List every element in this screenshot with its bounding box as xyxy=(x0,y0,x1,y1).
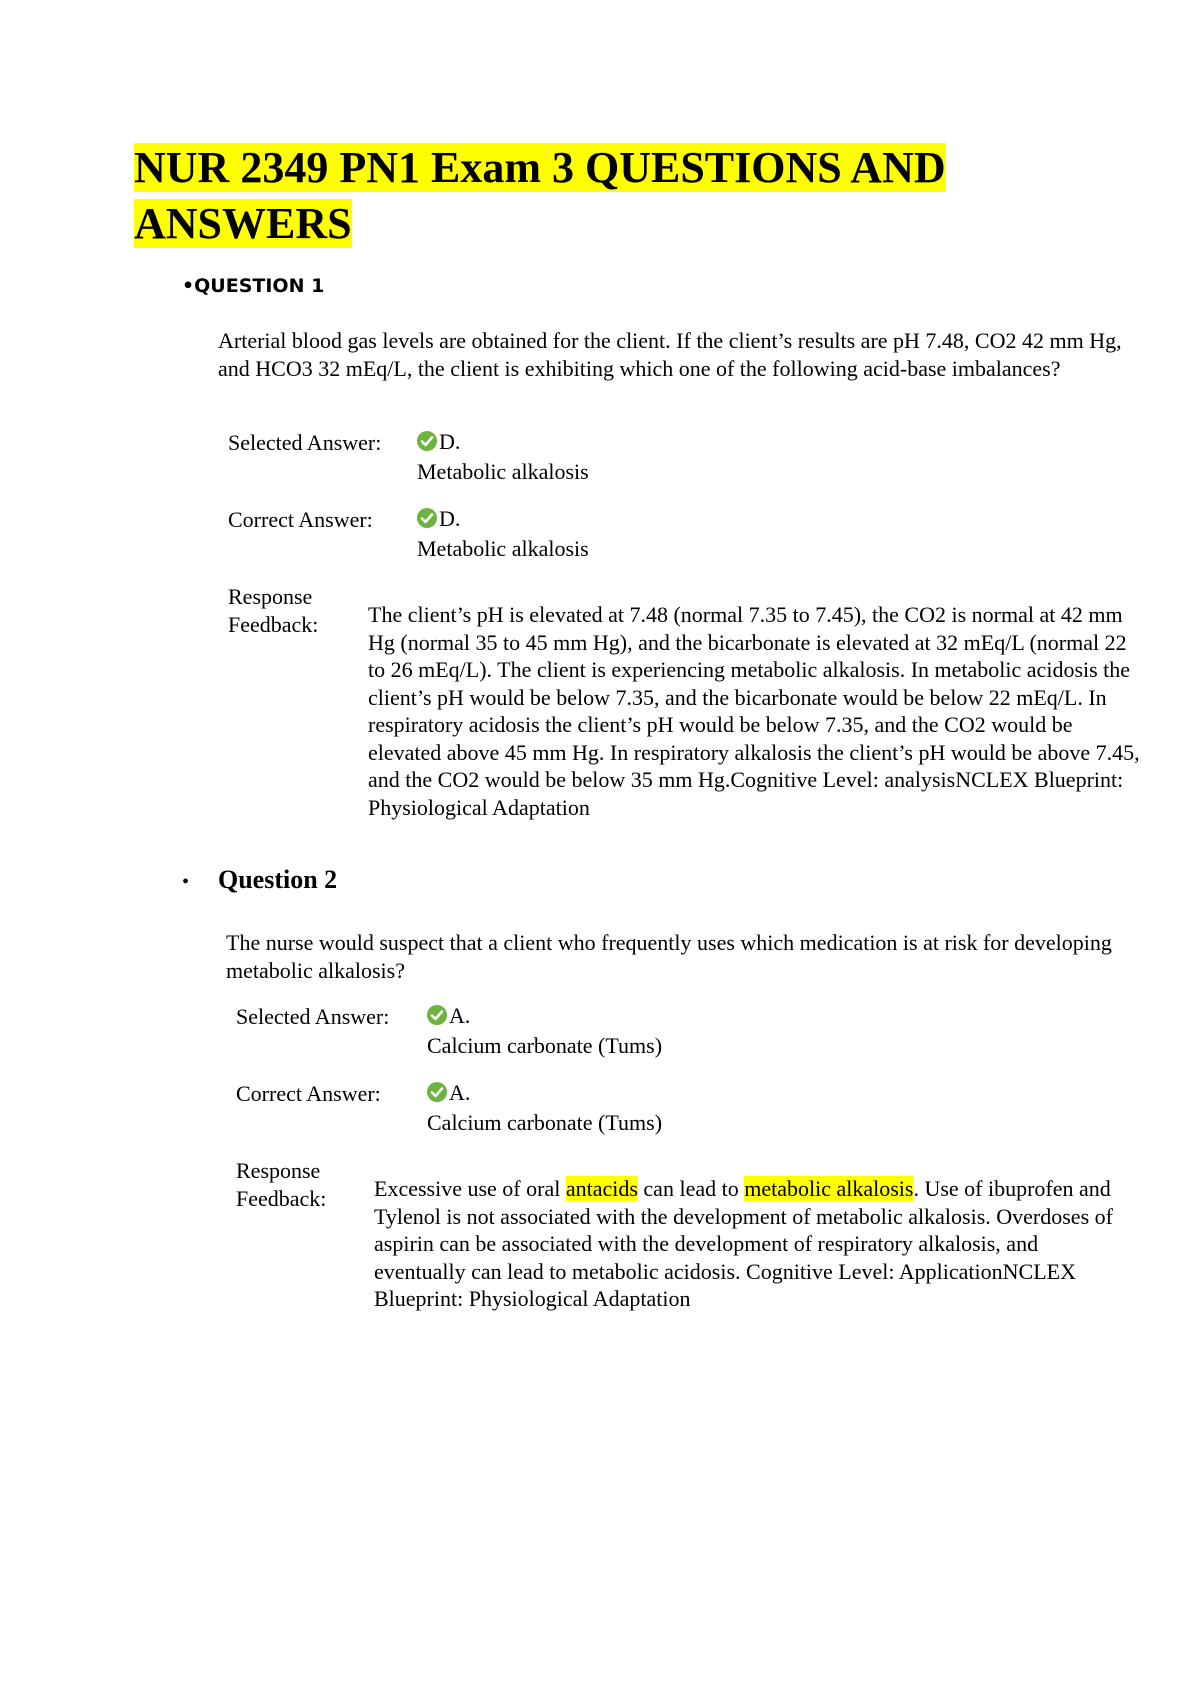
question-2-heading xyxy=(182,864,337,898)
question-1-feedback-label: Response Feedback: xyxy=(228,584,319,637)
check-circle-icon xyxy=(427,1082,447,1102)
document-title xyxy=(134,140,1034,252)
question-2-feedback-part1: Excessive use of oral xyxy=(374,1176,566,1201)
question-2-selected-answer xyxy=(427,1001,662,1061)
question-1-selected-letter: D. xyxy=(439,429,461,454)
check-circle-icon xyxy=(427,1005,447,1025)
question-1-correct-label: Correct Answer: xyxy=(228,507,373,532)
question-2-correct-text: Calcium carbonate (Tums) xyxy=(427,1110,663,1135)
question-2-label: Question 2 xyxy=(218,865,338,894)
question-1-correct-text: Metabolic alkalosis xyxy=(417,536,589,561)
question-2-correct-answer xyxy=(427,1078,662,1138)
question-2-bullet: • xyxy=(182,871,190,893)
question-2-feedback xyxy=(374,1175,1134,1313)
question-2-correct-label: Correct Answer: xyxy=(236,1081,381,1106)
question-1-selected-answer xyxy=(417,427,589,487)
question-2-selected-label: Selected Answer: xyxy=(236,1004,390,1029)
question-1-feedback: The client’s pH is elevated at 7.48 (normal 7.35 to 7.45), the CO2 is normal at 42 mm Hg (normal 35 to 45 mm Hg), and the bicarbonate is elevated at 32 mEq/L (normal 22 to 26 mEq/L). The client is experiencing metabolic alkalosis. In metabolic acidosis the client’s pH would be below 7.35, and the bicarbonate would be below 22 mEq/L. In respiratory acidosis the client’s pH would be below 7.35, and the CO2 would be elevated above 45 mm Hg. In respiratory alkalosis the client’s pH would be above 7.45, and the CO2 would be below 35 mm Hg.Cognitive Level: analysisNCLEX Blueprint: Physiological Adaptation xyxy=(368,602,1140,820)
question-2-selected-letter: A. xyxy=(449,1003,471,1028)
title-highlight: NUR 2349 PN1 Exam 3 QUESTIONS AND ANSWERS xyxy=(134,143,946,248)
check-circle-icon xyxy=(417,431,437,451)
question-1-selected-text: Metabolic alkalosis xyxy=(417,459,589,484)
check-circle-icon xyxy=(417,508,437,528)
question-1-text: Arterial blood gas levels are obtained for the client. If the client’s results are pH 7.48, CO2 42 mm Hg, and HCO3 32 mEq/L, the client is exhibiting which one of the following acid-base imbalances? xyxy=(218,328,1122,381)
question-1-label: QUESTION 1 xyxy=(194,275,325,297)
question-2-feedback-part2: can lead to xyxy=(637,1176,745,1201)
question-2-feedback-part3: . Use of ibuprofen and Tylenol is not associated with the development of metabolic alkalosis. Overdoses of aspirin can be associated with the development of respiratory alkalosis, and eventually can lead to metabolic acidosis. Cognitive Level: ApplicationNCLEX Blueprint: Physiological Adaptation xyxy=(374,1176,1113,1311)
question-1-heading xyxy=(182,274,324,298)
question-2-correct-letter: A. xyxy=(449,1080,471,1105)
highlight-metabolic-alkalosis: metabolic alkalosis xyxy=(744,1176,914,1201)
question-2-text: The nurse would suspect that a client who frequently uses which medication is at risk for developing metabolic alkalosis? xyxy=(226,930,1112,983)
highlight-antacids: antacids xyxy=(565,1176,638,1201)
question-1-correct-letter: D. xyxy=(439,506,461,531)
question-2-feedback-label: Response Feedback: xyxy=(236,1158,327,1211)
question-1-correct-answer xyxy=(417,504,589,564)
question-2-selected-text: Calcium carbonate (Tums) xyxy=(427,1033,663,1058)
question-1-bullet: • xyxy=(182,275,195,297)
question-1-selected-label: Selected Answer: xyxy=(228,430,382,455)
